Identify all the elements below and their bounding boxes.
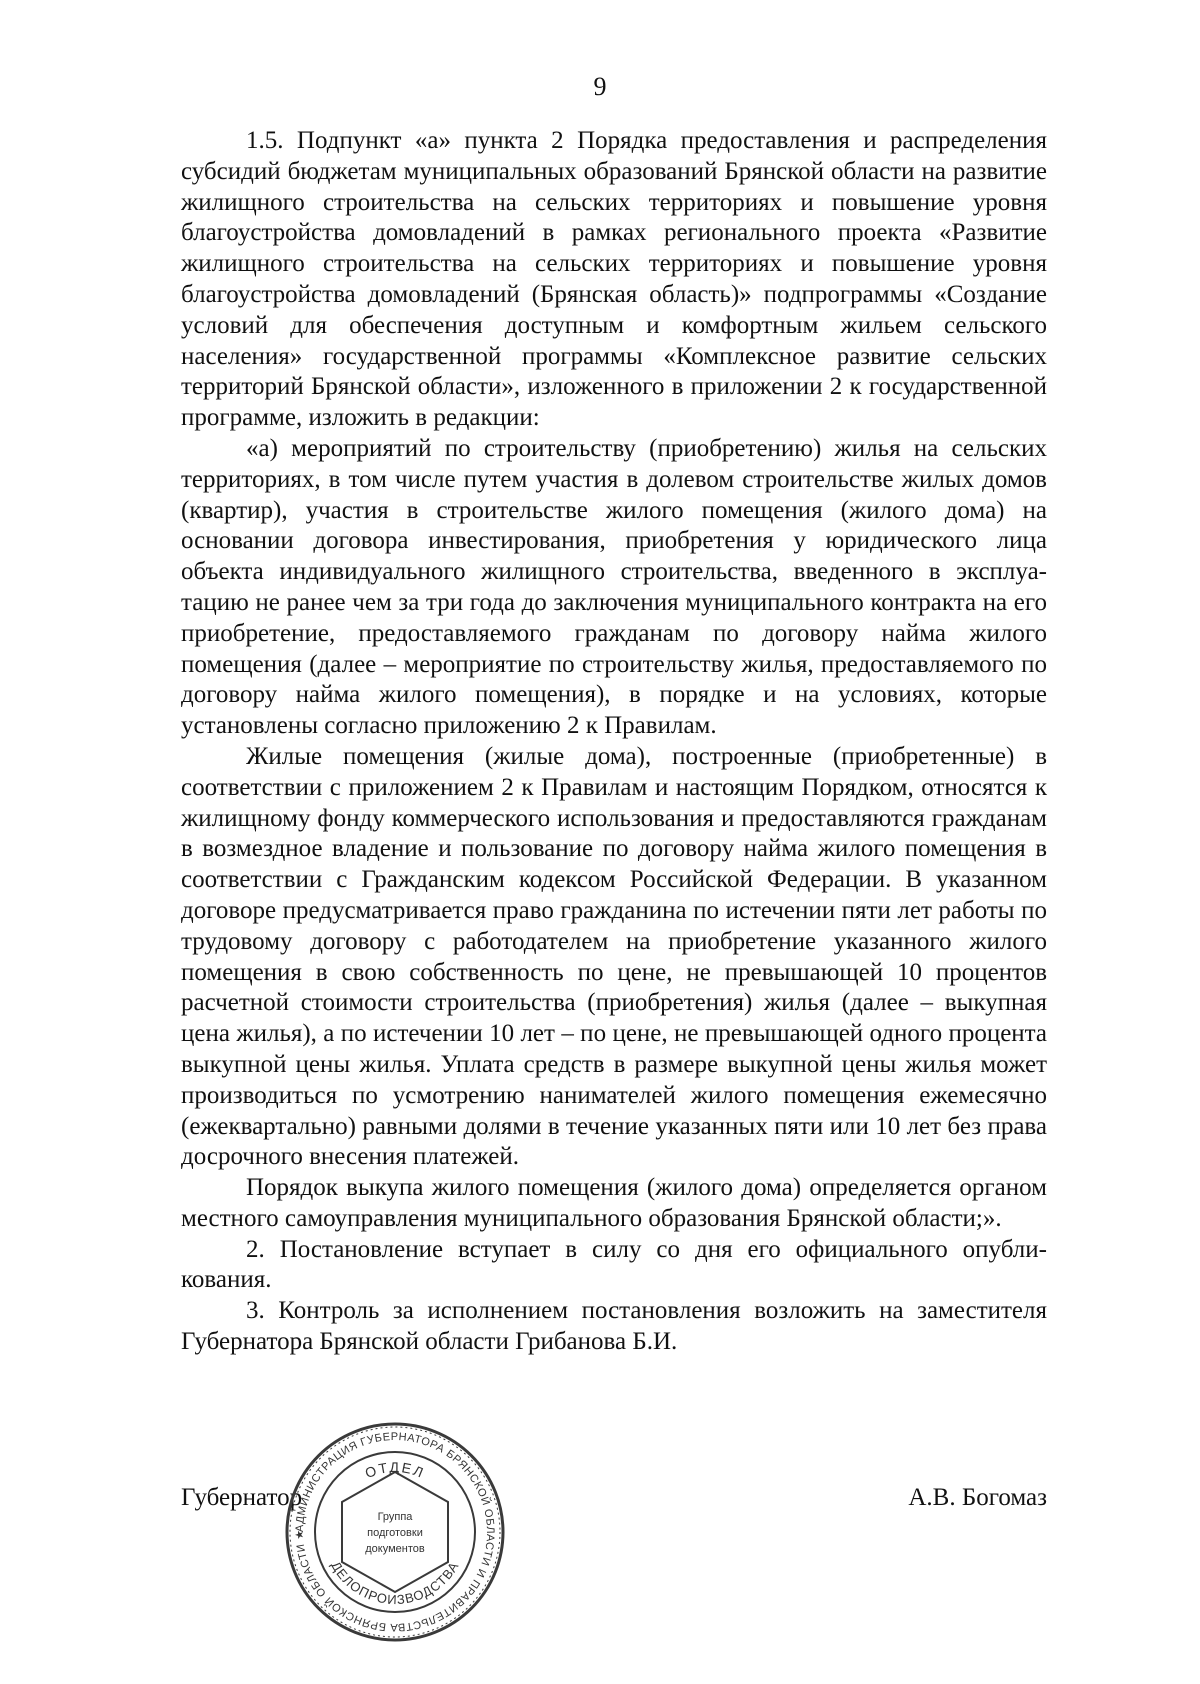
official-stamp: [283, 1420, 507, 1644]
paragraph-3-control: 3. Контроль за исполнением постановления возложить на заместителя Губернатора Брянской области Грибанова Б.И.: [181, 1297, 1047, 1356]
paragraph-buyout-procedure: Порядок выкупа жилого помещения (жилого дома) определяется органом местного самоуправления муниципального образования Брянской области;».: [181, 1174, 1047, 1232]
paragraph-2-effect: 2. Постановление вступает в силу со дня его официального опубликования.: [181, 1235, 1047, 1294]
signatory-title: Губернатор: [181, 1484, 303, 1511]
signatory-name: А.В. Богомаз: [908, 1484, 1047, 1511]
stamp-dept-bottom: ДЕЛОПРОИЗВОДСТВА: [328, 1558, 462, 1608]
stamp-center-line-2: подготовки: [367, 1527, 423, 1539]
paragraph-subitem-a: «а) мероприятий по строительству (приобретению) жилья на сельских территориях, в том числе путем участия в долевом строительстве жилых домов (квартир), участия в строительстве жилого помещения (жилого дома) на основании договора инвестирования, приобретения у юридического лица объекта индивидуального жилищного строительства, введенного в эксплуатацию не ранее чем за три года до заключения муниципального контракта на его приобретение, предоставляемого гражданам по договору найма жилого помещения (далее – мероприятие по строительству жилья, предоставляемого по договору найма жилого помещения), в порядке и на условиях, которые установлены согласно приложению 2 к Правилам.: [181, 434, 1047, 740]
stamp-outer-text: АДМИНИСТРАЦИЯ ГУБЕРНАТОРА БРЯНСКОЙ ОБЛАСТИ И ПРАВИТЕЛЬСТВА БРЯНСКОЙ ОБЛАСТИ ★: [293, 1430, 497, 1634]
paragraph-housing-terms: Жилые помещения (жилые дома), построенные (приобретенные) в соответствии с приложением 2 к Правилам и настоящим Порядком, относятся к жилищному фонду коммерческого использования и предоставляются гражданам в возмездное владение и пользование по договору найма жилого помещения в соответствии с Гражданским кодексом Российской Федерации. В указанном договоре предусматривается право гражданина по истечении пяти лет работы по трудовому договору с работодателем на приобретение указанного жилого помещения в свою собственность по цене, не превышающей 10 процентов расчетной стоимости строительства (приобретения) жилья (далее – выкупная цена жилья), а по истечении 10 лет – по цене, не превышающей одного процента выкупной цены жилья. Уплата средств в размере выкупной цены жилья может производиться по усмотрению нанимателей жилого помещения ежемесячно (ежеквартально) равными долями в течение указанных пяти или 10 лет без права досрочного внесения платежей.: [181, 742, 1047, 1171]
page-number: 9: [593, 72, 607, 101]
stamp-center-line-3: документов: [365, 1543, 425, 1555]
document-body: [181, 126, 1047, 1358]
stamp-dept-top: ОТДЕЛ: [362, 1458, 428, 1482]
stamp-center-line-1: Группа: [377, 1511, 413, 1523]
paragraph-1-5: 1.5. Подпункт «а» пункта 2 Порядка предоставления и распределения субсидий бюджетам муниципальных образований Брянской области на развитие жилищного строительства на сельских территориях и повышение уровня благоустройства домовладений в рамках регионального проекта «Развитие жилищного строительства на сельских территориях и повышение уровня благоустройства домовладений (Брянская область)» подпрограммы «Создание условий для обеспечения доступным и комфортным жильем сельского населения» государственной программы «Комплексное развитие сельских территорий Брянской области», изложенного в приложении 2 к государственной программе, изложить в редакции:: [181, 127, 1047, 432]
